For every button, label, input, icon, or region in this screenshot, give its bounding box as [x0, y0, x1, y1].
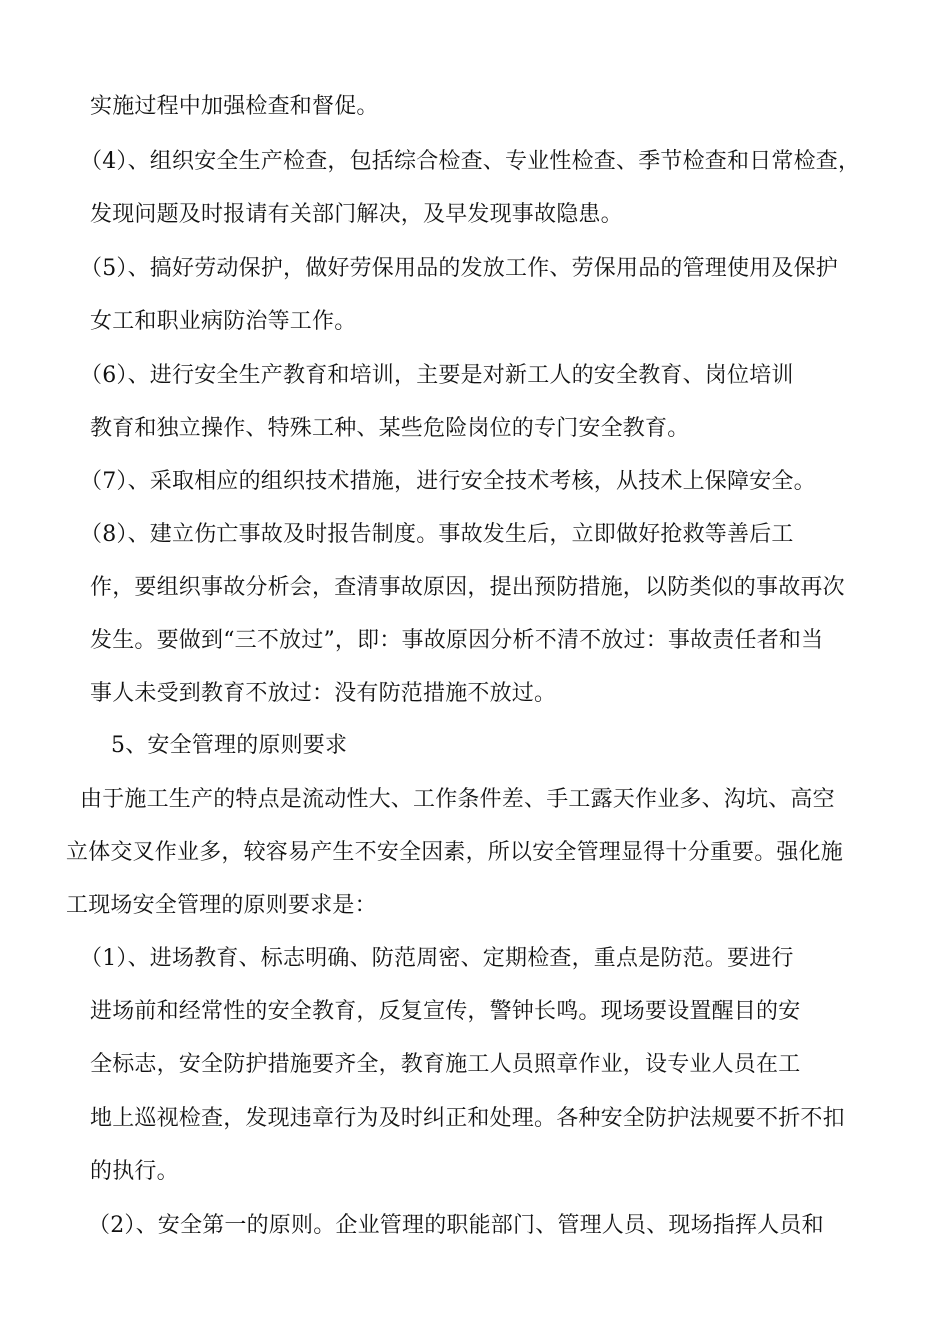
text-line: 进场前和经常性的安全教育，反复宣传，警钟长鸣。现场要设置醒目的安 — [90, 999, 801, 1024]
list-item-4: （4）、组织安全生产检查，包括综合检查、专业性检查、季节检查和日常检查， — [80, 149, 861, 174]
paragraph-line: 工现场安全管理的原则要求是： — [66, 893, 377, 918]
list-item-2: （2）、安全第一的原则。企业管理的职能部门、管理人员、现场指挥人员和 — [88, 1213, 824, 1238]
section-heading: 5、安全管理的原则要求 — [111, 733, 348, 758]
text-line: 女工和职业病防治等工作。 — [90, 309, 357, 334]
text-line: 的执行。 — [90, 1159, 179, 1184]
text-line: 作，要组织事故分析会，查清事故原因，提出预防措施，以防类似的事故再次 — [90, 575, 845, 600]
text-line: 事人未受到教育不放过：没有防范措施不放过。 — [90, 681, 557, 706]
text-line: 发生。要做到“三不放过”，即：事故原因分析不清不放过：事故责任者和当 — [90, 628, 824, 653]
list-item-7: （7）、采取相应的组织技术措施，进行安全技术考核，从技术上保障安全。 — [80, 469, 816, 494]
list-item-6: （6）、进行安全生产教育和培训，主要是对新工人的安全教育、岗位培训 — [80, 363, 794, 388]
paragraph-line: 立体交叉作业多，较容易产生不安全因素，所以安全管理显得十分重要。强化施 — [66, 840, 844, 865]
list-item-5: （5）、搞好劳动保护，做好劳保用品的发放工作、劳保用品的管理使用及保护 — [80, 256, 838, 281]
text-line: 实施过程中加强检查和督促。 — [90, 94, 379, 119]
text-line: 全标志，安全防护措施要齐全，教育施工人员照章作业，设专业人员在工 — [90, 1052, 801, 1077]
text-line: 地上巡视检查，发现违章行为及时纠正和处理。各种安全防护法规要不折不扣 — [90, 1106, 845, 1131]
text-line: 发现问题及时报请有关部门解决，及早发现事故隐患。 — [90, 202, 623, 227]
text-line: 教育和独立操作、特殊工种、某些危险岗位的专门安全教育。 — [90, 416, 690, 441]
list-item-1: （1）、进场教育、标志明确、防范周密、定期检查，重点是防范。要进行 — [80, 946, 794, 971]
list-item-8: （8）、建立伤亡事故及时报告制度。事故发生后，立即做好抢救等善后工 — [80, 522, 794, 547]
paragraph-line: 由于施工生产的特点是流动性大、工作条件差、手工露天作业多、沟坑、高空 — [80, 787, 835, 812]
